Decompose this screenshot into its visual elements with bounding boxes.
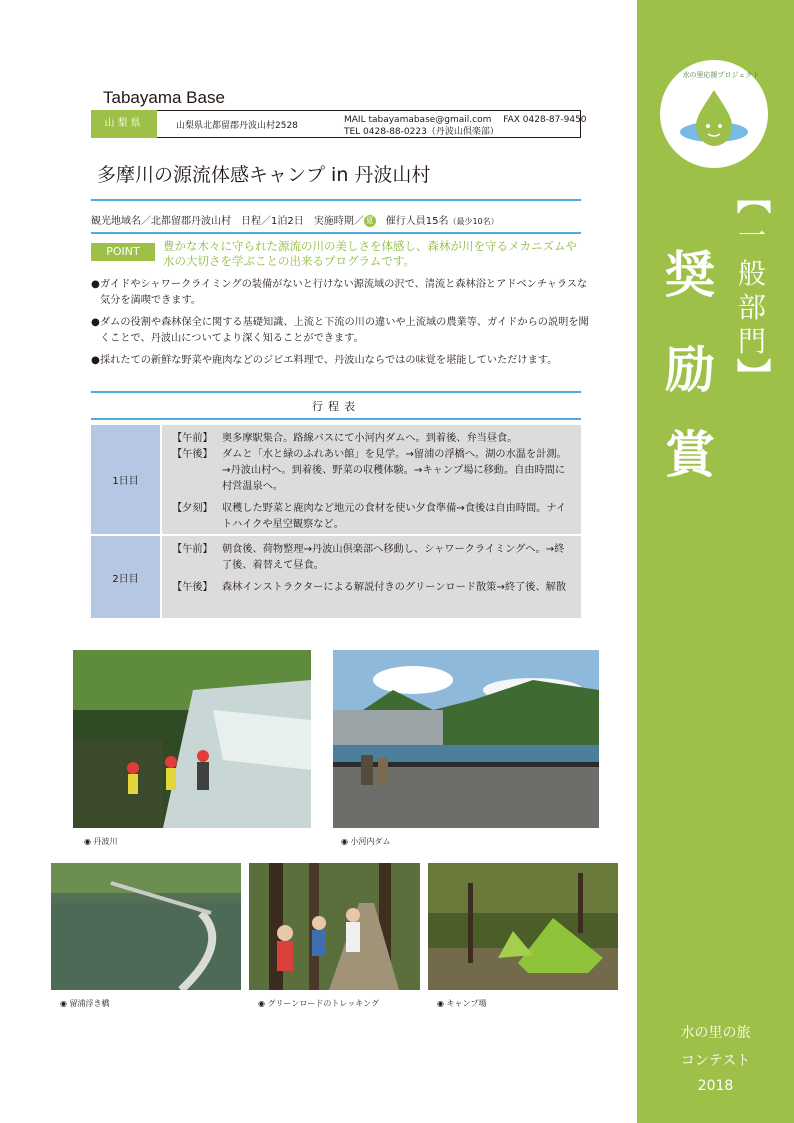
schedule-entry — [172, 580, 567, 596]
entry-time: 【夕刻】 — [172, 503, 213, 514]
photo-caption-2 — [341, 836, 391, 847]
schedule-title: 行程表 — [312, 400, 360, 413]
schedule-entry — [172, 447, 567, 492]
photo-tabagawa — [73, 650, 311, 828]
award-char-1: 奨 — [665, 246, 715, 304]
schedule-entry — [172, 501, 567, 530]
entry-text: 森林インストラクターによる解説付きのグリーンロード散策→終了後、解散 — [222, 582, 567, 593]
title-rule — [91, 199, 581, 201]
caption-text: 小河内ダム — [350, 837, 391, 846]
department-label — [730, 180, 774, 390]
address: 山梨県北都留郡丹波山村2528 — [176, 121, 298, 131]
point-label: POINT — [91, 243, 155, 261]
summary-people: 催行人員15名 — [375, 216, 449, 227]
schedule-entry — [172, 542, 565, 571]
schedule-top-rule — [91, 391, 581, 393]
caption-mark: ◉ — [258, 999, 265, 1008]
day-body-1 — [162, 425, 581, 534]
caption-mark: ◉ — [341, 837, 348, 846]
photo-caption-1 — [84, 836, 118, 847]
point-text: 豊かな木々に守られた源流の川の美しさを体感し、森林が川を守るメカニズムや水の大切さを学ぶことの出来るプログラムです。 — [163, 239, 577, 268]
summary-rule — [91, 232, 581, 234]
department-bracket-open: 【 — [732, 180, 772, 214]
schedule-day-1 — [91, 425, 581, 534]
bullet-mark: ● — [91, 355, 100, 366]
photo-caption-4 — [258, 998, 379, 1009]
department-bracket-close: 】 — [732, 358, 772, 392]
caption-mark: ◉ — [437, 999, 444, 1008]
bullet-mark: ● — [91, 279, 100, 290]
bullet-text-2: ダムの役割や森林保全に関する基礎知識、上流と下流の川の違いや上流域の農業等、ガイドからの説明を聞くことで、丹波山についてより深く知ることができます。 — [100, 317, 589, 344]
day-label-1: 1日目 — [91, 425, 160, 534]
entry-time: 【午後】 — [172, 582, 213, 593]
photo-campsite — [428, 863, 618, 990]
department-char-4: 門 — [737, 325, 766, 358]
caption-mark: ◉ — [60, 999, 67, 1008]
bullet-mark: ● — [91, 317, 100, 328]
bullet-item-2 — [91, 315, 590, 347]
department-char-2: 般 — [737, 257, 766, 290]
caption-text: キャンプ場 — [446, 999, 487, 1008]
prefecture-badge: 山梨県 — [91, 110, 157, 138]
schedule-day-2 — [91, 536, 581, 618]
entry-text: 収穫した野菜と鹿肉など地元の食材を使い夕食準備→食後は自由時間。ナイトハイクや星空観察など。 — [222, 503, 567, 530]
entry-time: 【午前】 — [172, 433, 213, 444]
bullet-text-3: 採れたての新鮮な野菜や鹿肉などのジビエ料理で、丹波山ならではの味覚を堪能していただけます。 — [100, 355, 558, 366]
photo-caption-3 — [60, 998, 110, 1009]
summary-line — [91, 212, 499, 227]
season-badge: 夏 — [365, 216, 374, 225]
logo-caption: 水の里応援プロジェクト — [682, 71, 760, 79]
contest-line-2: コンテスト — [680, 1053, 751, 1069]
bullet-text-1: ガイドやシャワークライミングの装備がないと行けない源流域の沢で、清流と森林浴とアドベンチャラスな気分を満喫できます。 — [100, 279, 588, 306]
schedule-entry — [172, 431, 518, 447]
caption-text: グリーンロードのトレッキング — [267, 999, 380, 1008]
photo-green-road — [249, 863, 420, 990]
photo-caption-5 — [437, 998, 487, 1009]
entry-text: 朝食後、荷物整理→丹波山倶楽部へ移動し、シャワークライミングへ。→終了後、着替えて昼食。 — [222, 544, 565, 571]
side-band — [637, 0, 794, 1123]
department-char-1: 一 — [737, 219, 766, 252]
photo-ogouchi-dam — [333, 650, 599, 828]
contest-year: 2018 — [697, 1078, 734, 1094]
entry-text: ダムと「水と緑のふれあい館」を見学。→留浦の浮橋へ。湖の水温を計測。→丹波山村へ。到着後、野菜の収穫体験。→キャンプ場に移動。自由時間に村営温泉へ。 — [222, 449, 567, 492]
award-char-3: 賞 — [665, 426, 715, 484]
photo-tozura-bridge — [51, 863, 241, 990]
day-body-2 — [162, 536, 581, 618]
schedule-bottom-rule — [91, 418, 581, 420]
summary-text: 観光地域名／北都留郡丹波山村 日程／1泊2日 実施時期／ — [91, 216, 364, 227]
caption-mark: ◉ — [84, 837, 91, 846]
caption-text: 丹波川 — [93, 837, 118, 846]
contest-line-1: 水の里の旅 — [680, 1025, 751, 1041]
caption-text: 留浦浮き橋 — [69, 999, 110, 1008]
summary-minimum: （最少10名） — [448, 217, 499, 226]
contact-mail-fax: MAIL tabayamabase@gmail.com FAX 0428-87-9450 — [344, 115, 587, 125]
entry-time: 【午後】 — [172, 449, 213, 460]
award-char-2: 励 — [665, 341, 715, 399]
day-label-2: 2日目 — [91, 536, 160, 618]
page-title: 多摩川の源流体感キャンプ in 丹波山村 — [97, 164, 431, 186]
bullet-item-3 — [91, 353, 590, 369]
base-name: Tabayama Base — [103, 88, 225, 107]
bullet-item-1 — [91, 277, 590, 309]
department-char-3: 部 — [737, 291, 766, 324]
entry-time: 【午前】 — [172, 544, 213, 555]
entry-text: 奥多摩駅集合。路線バスにて小河内ダムへ。到着後、弁当昼食。 — [222, 433, 518, 444]
contact-tel: TEL 0428-88-0223（丹波山倶楽部） — [344, 127, 499, 137]
